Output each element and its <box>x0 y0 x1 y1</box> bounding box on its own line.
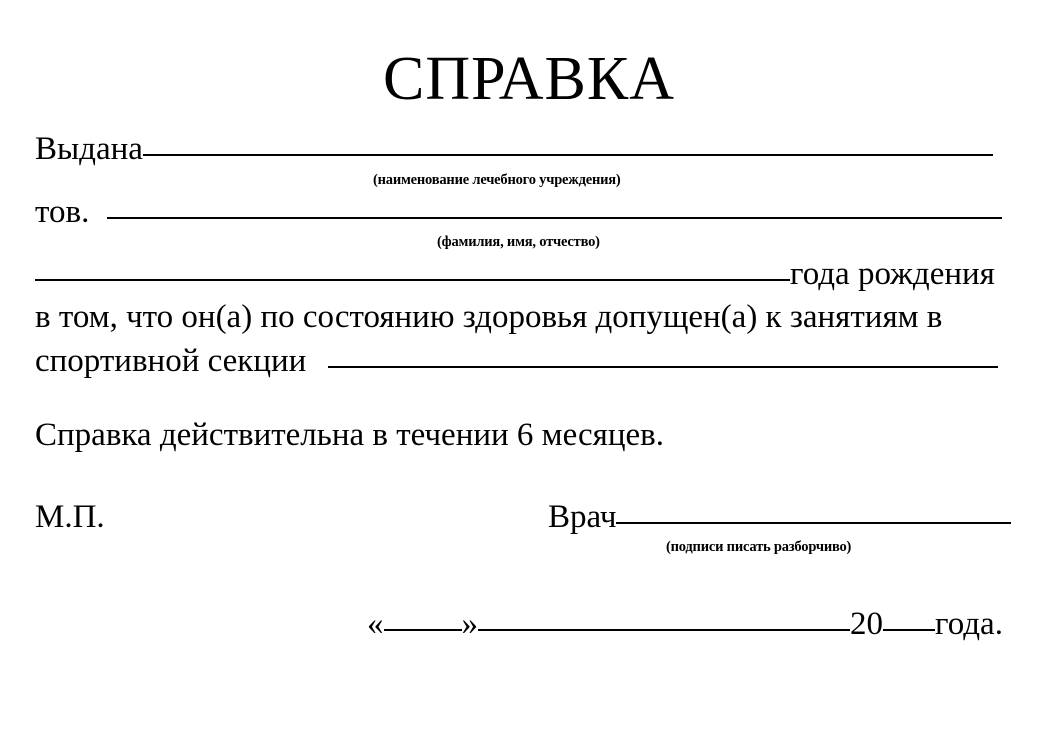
comrade-row <box>35 196 1002 230</box>
body-line-admitted: в том, что он(а) по состоянию здоровья допущен(а) к занятиям в <box>35 299 943 335</box>
year-suffix-label: года. <box>935 606 1003 642</box>
comrade-input-rule[interactable] <box>107 217 1002 219</box>
birth-year-suffix-label: года рождения <box>790 256 995 292</box>
page-title: СПРАВКА <box>383 45 675 113</box>
issued-caption: (наименование лечебного учреждения) <box>373 172 621 188</box>
doctor-signature-row <box>548 501 1011 535</box>
date-row <box>367 608 1003 641</box>
date-open-quote: « <box>367 606 384 642</box>
birth-year-input-rule[interactable] <box>35 279 790 281</box>
doctor-signature-caption: (подписи писать разборчиво) <box>666 539 852 555</box>
day-input-rule[interactable] <box>384 629 462 631</box>
sport-section-row <box>35 345 998 379</box>
issued-row <box>35 133 993 167</box>
doctor-label: Врач <box>548 499 617 535</box>
comrade-label: тов. <box>35 194 90 230</box>
date-close-quote: » <box>461 606 478 642</box>
sport-section-input-rule[interactable] <box>328 366 998 368</box>
sport-section-label: спортивной секции <box>35 343 307 379</box>
year-input-rule[interactable] <box>883 629 935 631</box>
issued-label: Выдана <box>35 131 143 167</box>
birth-year-row <box>35 258 995 292</box>
issued-input-rule[interactable] <box>143 154 993 156</box>
validity-statement: Справка действительна в течении 6 месяцев. <box>35 417 664 453</box>
doctor-signature-rule[interactable] <box>616 522 1011 524</box>
month-input-rule[interactable] <box>478 629 850 631</box>
year-prefix-label: 20 <box>850 606 883 642</box>
comrade-caption: (фамилия, имя, отчество) <box>437 234 600 250</box>
stamp-place-label: М.П. <box>35 499 105 535</box>
